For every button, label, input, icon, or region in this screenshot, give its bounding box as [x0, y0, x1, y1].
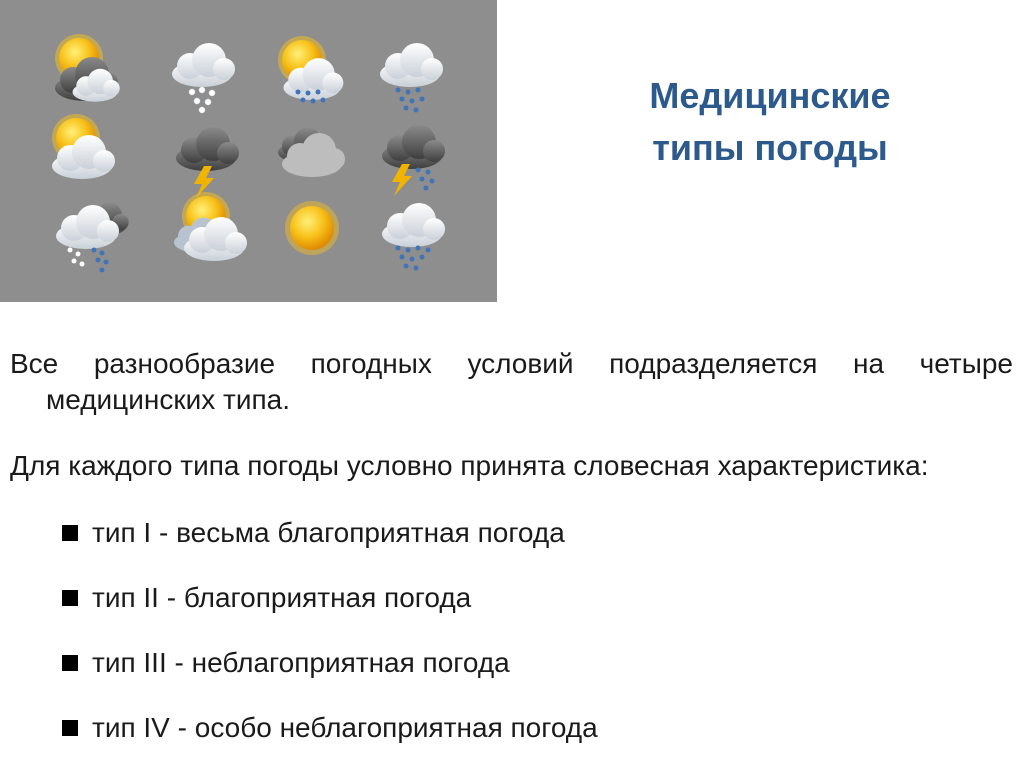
cloud-lightning-icon: [176, 127, 239, 198]
cloud-snow-rain-icon: [56, 203, 129, 273]
intro-paragraph: Все разнообразие погодных условий подразделяется на четыре медицинских типа.: [10, 348, 1013, 415]
sun-behind-dark-cloud-icon: [55, 34, 120, 102]
sun-icon: [285, 201, 339, 255]
square-bullet-icon: [62, 590, 78, 606]
sun-cloud-rain-icon: [278, 36, 343, 104]
square-bullet-icon: [62, 720, 78, 736]
slide-title-line-1: Медицинские: [649, 75, 891, 116]
list-item-label: тип I - весьма благоприятная погода: [92, 517, 565, 548]
list-item: [62, 580, 598, 616]
list-item: [62, 645, 598, 681]
cloud-lightning-rain-icon: [382, 125, 445, 196]
slide-title-line-2: типы погоды: [652, 127, 888, 169]
cloud-rain-icon: [380, 43, 443, 113]
sun-behind-cloud-icon: [174, 192, 247, 261]
list-item-label: тип IV - особо неблагоприятная погода: [92, 712, 598, 743]
list-item: [62, 515, 598, 551]
list-item-label: тип III - неблагоприятная погода: [92, 647, 510, 678]
sun-cloud-icon: [52, 114, 115, 179]
list-item-label: тип II - благоприятная погода: [92, 582, 472, 613]
weather-type-list: [62, 515, 598, 775]
weather-icons-image: [0, 0, 497, 302]
square-bullet-icon: [62, 655, 78, 671]
square-bullet-icon: [62, 525, 78, 541]
slide-title: [560, 70, 980, 174]
list-item: [62, 710, 598, 746]
cloud-snow-icon: [172, 43, 235, 113]
cloud-heavy-rain-icon: [382, 203, 445, 271]
characteristic-paragraph: Для каждого типа погоды условно принята словесная характеристика:: [10, 450, 929, 481]
dark-cloud-icon: [278, 128, 345, 177]
